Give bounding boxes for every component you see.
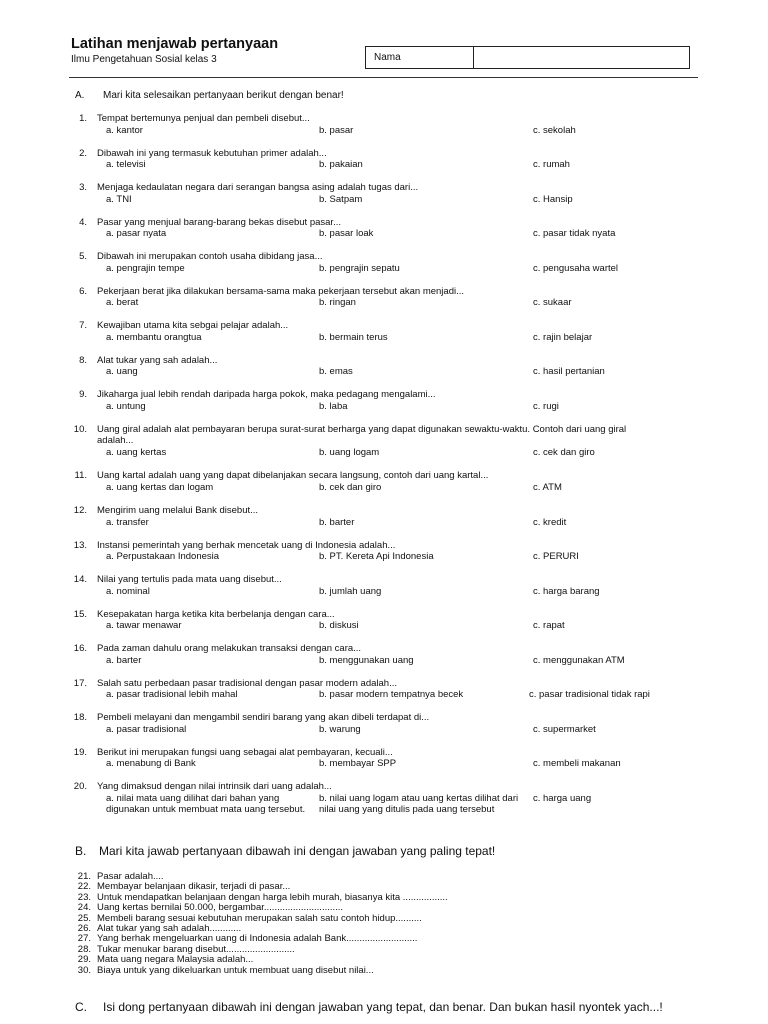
question-number: 6. bbox=[79, 286, 87, 297]
question-text: Pasar adalah.... bbox=[97, 871, 164, 882]
option-c: c. harga barang bbox=[533, 586, 600, 597]
question-number: 19. bbox=[73, 747, 87, 758]
option-b: b. pasar bbox=[319, 125, 354, 136]
question-number: 27. bbox=[77, 933, 91, 945]
option-b: b. laba bbox=[319, 401, 348, 412]
question-number: 5. bbox=[79, 251, 87, 262]
option-a: a. membantu orangtua bbox=[106, 332, 202, 343]
option-b: b. nilai uang logam atau uang kertas dilihat dari nilai uang yang ditulis pada uang tersebut bbox=[319, 793, 519, 815]
option-a: a. berat bbox=[106, 297, 139, 308]
option-c: c. pasar tradisional tidak rapi bbox=[529, 689, 650, 700]
option-a: a. menabung di Bank bbox=[106, 758, 196, 769]
question-number: 1. bbox=[79, 113, 87, 124]
question-text: Dibawah ini merupakan contoh usaha dibidang jasa... bbox=[97, 251, 323, 262]
name-label: Nama bbox=[366, 47, 474, 68]
question-text: Mata uang negara Malaysia adalah... bbox=[97, 954, 254, 966]
option-c: c. pasar tidak nyata bbox=[533, 228, 616, 239]
option-b: b. barter bbox=[319, 517, 355, 528]
header-divider bbox=[69, 77, 698, 78]
question-text: Yang dimaksud dengan nilai intrinsik dari uang adalah... bbox=[97, 781, 332, 792]
option-a: a. barter bbox=[106, 655, 142, 666]
section-letter: C. bbox=[75, 1000, 87, 1014]
option-a: a. kantor bbox=[106, 125, 143, 136]
option-c: c. rugi bbox=[533, 401, 559, 412]
question-text: Salah satu perbedaan pasar tradisional dengan pasar modern adalah... bbox=[97, 678, 397, 689]
option-b: b. pengrajin sepatu bbox=[319, 263, 400, 274]
question-number: 23. bbox=[77, 891, 91, 903]
name-box bbox=[365, 46, 690, 69]
option-a: a. pasar tradisional lebih mahal bbox=[106, 689, 238, 700]
option-b: b. ringan bbox=[319, 297, 356, 308]
question-text: Pasar yang menjual barang-barang bekas disebut pasar... bbox=[97, 217, 341, 228]
question-text: Mengirim uang melalui Bank disebut... bbox=[97, 505, 259, 516]
page-title: Latihan menjawab pertanyaan bbox=[71, 36, 279, 52]
question-text: Uang kertas bernilai 50.000, bergambar.............................. bbox=[97, 902, 344, 914]
question-number: 12. bbox=[73, 505, 87, 516]
question-number: 8. bbox=[79, 355, 87, 366]
option-c: c. harga uang bbox=[533, 793, 592, 804]
question-number: 9. bbox=[79, 389, 87, 400]
option-c: c. rumah bbox=[533, 159, 570, 170]
question-text: Uang giral adalah alat pembayaran berupa surat-surat berharga yang dapat digunakan sewaktu-waktu. Contoh dari uang giral bbox=[97, 424, 627, 435]
question-text: Dibawah ini yang termasuk kebutuhan primer adalah... bbox=[97, 148, 327, 159]
option-a: a. televisi bbox=[106, 159, 146, 170]
question-number: 22. bbox=[77, 881, 91, 893]
option-c: c. kredit bbox=[533, 517, 567, 528]
option-b: b. menggunakan uang bbox=[319, 655, 414, 666]
question-number: 24. bbox=[77, 902, 91, 914]
option-b: b. cek dan giro bbox=[319, 482, 382, 493]
question-number: 4. bbox=[79, 217, 87, 228]
question-number: 26. bbox=[77, 923, 91, 934]
question-text: Pada zaman dahulu orang melakukan transaksi dengan cara... bbox=[97, 643, 362, 654]
option-b: b. bermain terus bbox=[319, 332, 388, 343]
section-letter: A. bbox=[75, 90, 85, 101]
option-c: c. rajin belajar bbox=[533, 332, 593, 343]
option-c: c. menggunakan ATM bbox=[533, 655, 625, 666]
question-text: Membayar belanjaan dikasir, terjadi di pasar... bbox=[97, 881, 291, 893]
page-subtitle: Ilmu Pengetahuan Sosial kelas 3 bbox=[71, 54, 217, 65]
question-text: Tukar menukar barang disebut.......................... bbox=[97, 943, 295, 955]
option-a: a. nominal bbox=[106, 586, 150, 597]
question-text: Alat tukar yang sah adalah............ bbox=[97, 923, 242, 934]
question-text: Alat tukar yang sah adalah... bbox=[97, 355, 218, 366]
section-instruction: Mari kita selesaikan pertanyaan berikut dengan benar! bbox=[103, 90, 344, 101]
option-a: a. transfer bbox=[106, 517, 149, 528]
question-number: 30. bbox=[77, 964, 91, 976]
option-c: c. rapat bbox=[533, 620, 565, 631]
question-text: Yang berhak mengeluarkan uang di Indonesia adalah Bank........................... bbox=[97, 933, 418, 945]
option-c: c. ATM bbox=[533, 482, 562, 493]
option-b: b. membayar SPP bbox=[319, 758, 397, 769]
question-number: 21. bbox=[77, 871, 91, 882]
question-number: 20. bbox=[73, 781, 87, 792]
option-c: c. PERURI bbox=[533, 551, 579, 562]
question-text: Untuk mendapatkan belanjaan dengan harga lebih murah, biasanya kita ................. bbox=[97, 891, 448, 903]
option-b: b. pasar modern tempatnya becek bbox=[319, 689, 464, 700]
question-number: 25. bbox=[77, 912, 91, 924]
question-number: 17. bbox=[73, 678, 87, 689]
question-number: 2. bbox=[79, 148, 87, 159]
question-number: 14. bbox=[73, 574, 87, 585]
option-a: a. uang bbox=[106, 366, 138, 377]
question-text: Kewajiban utama kita sebgai pelajar adalah... bbox=[97, 320, 289, 331]
section-letter: B. bbox=[75, 844, 87, 858]
section-instruction: Isi dong pertanyaan dibawah ini dengan jawaban yang tepat, dan benar. Dan bukan hasil nyontek yach...! bbox=[103, 1000, 663, 1014]
question-text: Menjaga kedaulatan negara dari serangan bangsa asing adalah tugas dari... bbox=[97, 182, 419, 193]
option-c: c. hasil pertanian bbox=[533, 366, 605, 377]
question-text: Tempat bertemunya penjual dan pembeli disebut... bbox=[97, 113, 310, 124]
question-text: Membeli barang sesuai kebutuhan merupakan salah satu contoh hidup.......... bbox=[97, 912, 422, 924]
option-b: b. jumlah uang bbox=[319, 586, 382, 597]
option-b: b. pasar loak bbox=[319, 228, 374, 239]
question-text: Kesepakatan harga ketika kita berbelanja dengan cara... bbox=[97, 609, 335, 620]
question-text: Berikut ini merupakan fungsi uang sebagai alat pembayaran, kecuali... bbox=[97, 747, 393, 758]
option-c: c. sekolah bbox=[533, 125, 576, 136]
question-text: Jikaharga jual lebih rendah daripada harga pokok, maka pedagang mengalami... bbox=[97, 389, 436, 400]
option-a: a. Perpustakaan Indonesia bbox=[106, 551, 220, 562]
question-number: 28. bbox=[77, 943, 91, 955]
option-a: a. untung bbox=[106, 401, 146, 412]
option-b: b. warung bbox=[319, 724, 361, 735]
question-text: Nilai yang tertulis pada mata uang disebut... bbox=[97, 574, 282, 585]
option-c: c. membeli makanan bbox=[533, 758, 621, 769]
option-a: a. uang kertas bbox=[106, 447, 167, 458]
question-number: 18. bbox=[73, 712, 87, 723]
option-b: b. uang logam bbox=[319, 447, 380, 458]
option-c: c. Hansip bbox=[533, 194, 573, 205]
question-number: 15. bbox=[73, 609, 87, 620]
question-number: 16. bbox=[73, 643, 87, 654]
option-b: b. PT. Kereta Api Indonesia bbox=[319, 551, 434, 562]
question-text: Uang kartal adalah uang yang dapat dibelanjakan secara langsung, contoh dari uang kartal... bbox=[97, 470, 489, 481]
option-b: b. pakaian bbox=[319, 159, 363, 170]
option-b: b. emas bbox=[319, 366, 353, 377]
option-a: a. pasar nyata bbox=[106, 228, 167, 239]
option-c: c. pengusaha wartel bbox=[533, 263, 619, 274]
option-a: a. tawar menawar bbox=[106, 620, 182, 631]
question-text: Instansi pemerintah yang berhak mencetak uang di Indonesia adalah... bbox=[97, 540, 396, 551]
option-a: a. pengrajin tempe bbox=[106, 263, 185, 274]
question-text: Pembeli melayani dan mengambil sendiri barang yang akan dibeli terdapat di... bbox=[97, 712, 430, 723]
question-number: 10. bbox=[73, 424, 87, 435]
question-number: 11. bbox=[74, 470, 87, 481]
question-number: 3. bbox=[79, 182, 87, 193]
name-field[interactable] bbox=[474, 47, 689, 68]
section-instruction: Mari kita jawab pertanyaan dibawah ini dengan jawaban yang paling tepat! bbox=[99, 844, 496, 858]
option-a: a. uang kertas dan logam bbox=[106, 482, 214, 493]
option-b: b. Satpam bbox=[319, 194, 363, 205]
question-number: 29. bbox=[77, 954, 91, 966]
question-text: Biaya untuk yang dikeluarkan untuk membuat uang disebut nilai... bbox=[97, 964, 374, 976]
option-a: a. TNI bbox=[106, 194, 132, 205]
question-number: 7. bbox=[79, 320, 87, 331]
option-a: a. pasar tradisional bbox=[106, 724, 187, 735]
option-c: c. supermarket bbox=[533, 724, 596, 735]
option-a: a. nilai mata uang dilihat dari bahan yang digunakan untuk membuat mata uang tersebut. bbox=[106, 793, 306, 815]
option-c: c. cek dan giro bbox=[533, 447, 595, 458]
question-number: 13. bbox=[73, 540, 87, 551]
option-c: c. sukaar bbox=[533, 297, 572, 308]
option-b: b. diskusi bbox=[319, 620, 359, 631]
question-text-continued: adalah... bbox=[97, 435, 134, 446]
question-text: Pekerjaan berat jika dilakukan bersama-sama maka pekerjaan tersebut akan menjadi... bbox=[97, 286, 465, 297]
